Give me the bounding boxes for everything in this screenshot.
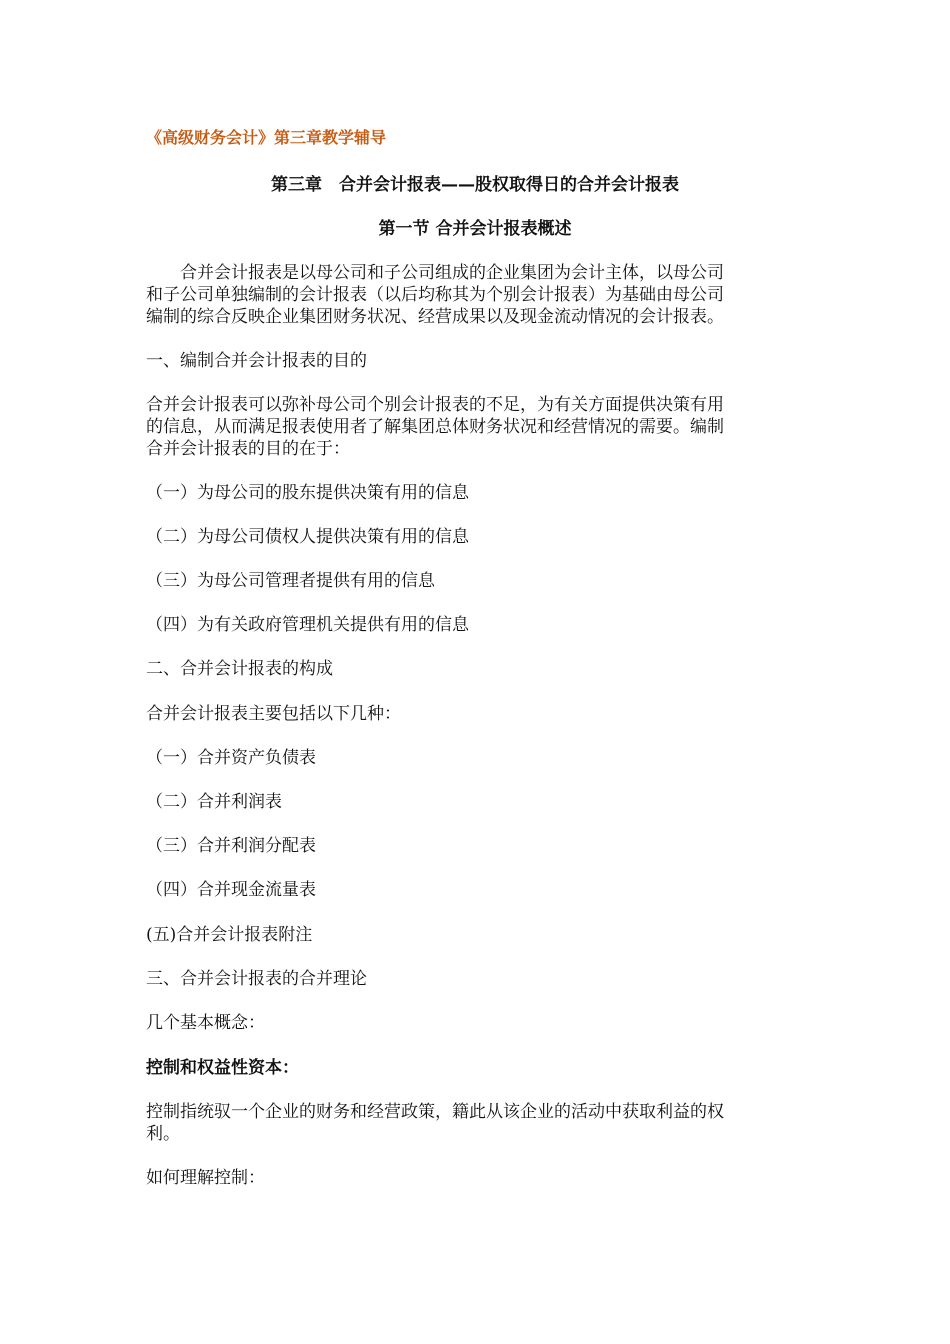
list-item: （四）合并现金流量表	[146, 880, 316, 900]
list-item: （二）为母公司债权人提供决策有用的信息	[146, 527, 469, 547]
paragraph-line: 利。	[146, 1124, 180, 1144]
control-paragraph	[146, 1101, 798, 1145]
chapter-title: 第三章 合并会计报表——股权取得日的合并会计报表	[271, 175, 679, 195]
document-title: 《高级财务会计》第三章教学辅导	[146, 128, 387, 147]
paragraph-line: 合并会计报表的目的在于：	[146, 439, 350, 459]
list-item: （三）合并利润分配表	[146, 836, 316, 856]
paragraph-line: 的信息，从而满足报表使用者了解集团总体财务状况和经营情况的需要。编制	[146, 417, 724, 437]
concepts-intro: 几个基本概念：	[146, 1013, 265, 1033]
heading-purpose: 一、编制合并会计报表的目的	[146, 351, 367, 371]
how-understand-control: 如何理解控制：	[146, 1168, 265, 1188]
paragraph-line: 控制指统驭一个企业的财务和经营政策，籍此从该企业的活动中获取利益的权	[146, 1102, 724, 1122]
composition-intro: 合并会计报表主要包括以下几种：	[146, 704, 401, 724]
list-item: （一）为母公司的股东提供决策有用的信息	[146, 483, 469, 503]
purpose-paragraph	[146, 394, 798, 460]
heading-composition: 二、合并会计报表的构成	[146, 659, 333, 679]
paragraph-line: 编制的综合反映企业集团财务状况、经营成果以及现金流动情况的会计报表。	[146, 307, 724, 327]
list-item: （一）合并资产负债表	[146, 748, 316, 768]
heading-theory: 三、合并会计报表的合并理论	[146, 969, 367, 989]
intro-paragraph	[146, 262, 798, 328]
section-title: 第一节 合并会计报表概述	[378, 219, 572, 239]
list-item: （二）合并利润表	[146, 792, 282, 812]
list-item: (五)合并会计报表附注	[146, 925, 313, 945]
list-item: （四）为有关政府管理机关提供有用的信息	[146, 615, 469, 635]
paragraph-line: 和子公司单独编制的会计报表（以后均称其为个别会计报表）为基础由母公司	[146, 285, 724, 305]
paragraph-line: 合并会计报表可以弥补母公司个别会计报表的不足，为有关方面提供决策有用	[146, 395, 724, 415]
list-item: （三）为母公司管理者提供有用的信息	[146, 571, 435, 591]
paragraph-line: 合并会计报表是以母公司和子公司组成的企业集团为会计主体，以母公司	[146, 263, 724, 283]
bold-heading-control: 控制和权益性资本：	[146, 1058, 299, 1078]
